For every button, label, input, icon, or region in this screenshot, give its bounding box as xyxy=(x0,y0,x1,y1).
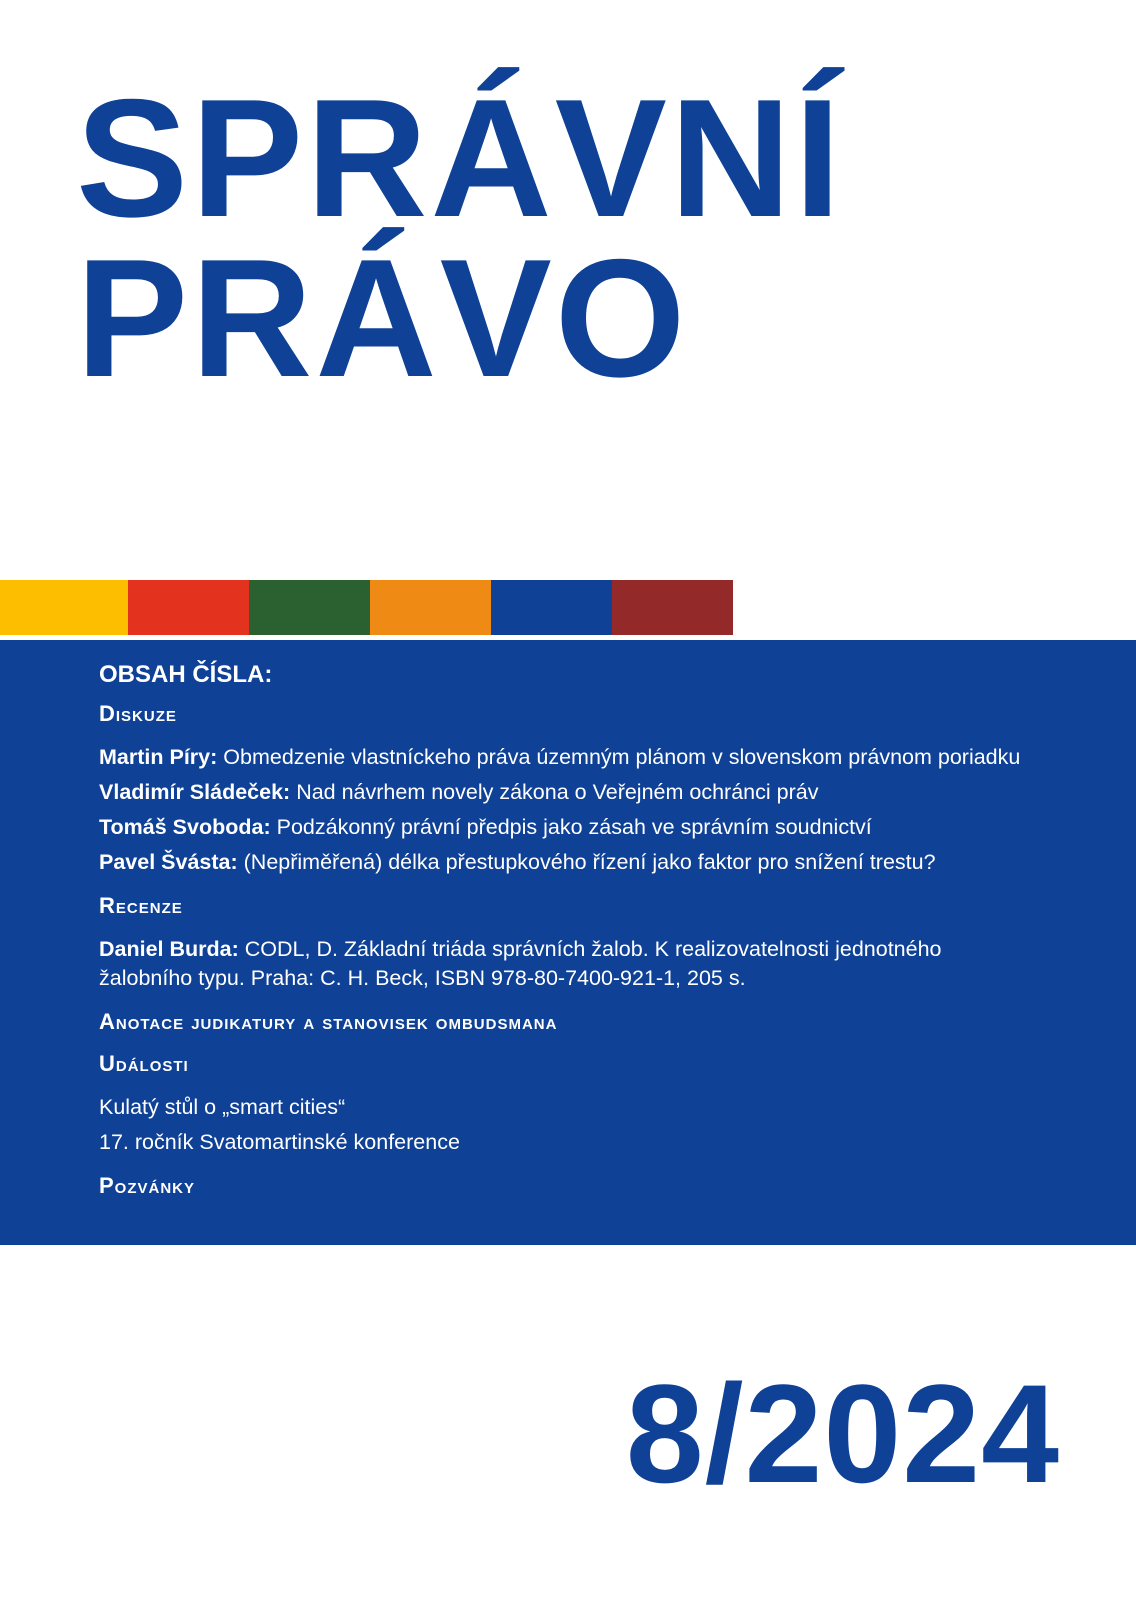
section-diskuze: Diskuze xyxy=(99,701,177,726)
section-pozvanky: Pozvánky xyxy=(99,1173,196,1198)
entry-title: CODL, D. Základní triáda správních žalob. K realizovatelnosti jednotného žalobního typu. Praha: C. H. Beck, ISBN 978-80-7400-921-1, 205 s. xyxy=(99,937,942,990)
section-udalosti: Události xyxy=(99,1051,189,1076)
entry-title: (Nepřiměřená) délka přestupkového řízení jako faktor pro snížení trestu? xyxy=(243,850,936,874)
stripe-blue xyxy=(491,580,612,635)
table-of-contents xyxy=(0,640,1136,1245)
toc-entry xyxy=(99,778,1034,807)
event-item: Kulatý stůl o „smart cities“ xyxy=(99,1095,346,1119)
entry-author: Daniel Burda: xyxy=(99,937,239,961)
stripe-orange xyxy=(370,580,491,635)
section-anotace: Anotace judikatury a stanovisek ombudsmana xyxy=(99,1009,558,1034)
section-recenze: Recenze xyxy=(99,893,183,918)
toc-entry xyxy=(99,935,1034,993)
toc-entry xyxy=(99,848,1034,877)
entry-title: Nad návrhem novely zákona o Veřejném ochránci práv xyxy=(296,780,819,804)
color-stripe-bar xyxy=(0,580,733,635)
journal-title-line-2: PRÁVO xyxy=(76,224,689,412)
issue-number: 8/2024 xyxy=(625,1355,1060,1512)
toc-entry xyxy=(99,743,1034,772)
entry-author: Pavel Švásta: xyxy=(99,850,238,874)
toc-entry xyxy=(99,813,1034,842)
event-item: 17. ročník Svatomartinské konference xyxy=(99,1130,460,1154)
journal-title-line-1: SPRÁVNÍ xyxy=(76,64,844,252)
entry-title: Podzákonný právní předpis jako zásah ve správním soudnictví xyxy=(276,815,872,839)
stripe-yellow xyxy=(0,580,128,635)
entry-author: Vladimír Sládeček: xyxy=(99,780,291,804)
entry-author: Tomáš Svoboda: xyxy=(99,815,271,839)
stripe-maroon xyxy=(612,580,733,635)
contents-heading: OBSAH ČÍSLA: xyxy=(99,661,273,688)
journal-title xyxy=(76,64,844,412)
stripe-green xyxy=(249,580,370,635)
stripe-red xyxy=(128,580,249,635)
entry-author: Martin Píry: xyxy=(99,745,218,769)
entry-title: Obmedzenie vlastníckeho práva územným plánom v slovenskom právnom poriadku xyxy=(223,745,1021,769)
